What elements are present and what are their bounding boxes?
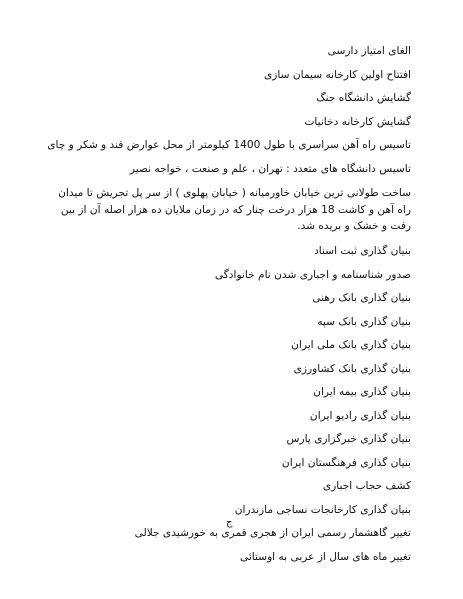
list-line: تاسیس راه آهن سراسری با طول 1400 کیلومتر از محل عوارض قند و شکر و چای [47, 139, 411, 151]
list-line: تغییر گاهشمار رسمی ایران از هجری قمری به خورشیدی جلالی [134, 527, 411, 539]
list-line: بنیان گذاری فرهنگستان ایران [281, 456, 411, 469]
list-line: صدور شناسنامه و اجباری شدن نام خانوادگی [214, 268, 411, 281]
list-line: الغای امتیاز دارسی [327, 45, 411, 57]
list-paragraph: ساخت طولانی ترین خیابان خاورمیانه ( خیابان پهلوی ) از سر پل تجریش تا میدان راه آهن و کاشت 18 هزار درخت چنار که در زمان ملایان ده هزار اصله آن از بین رفت و خشک و بریده شد. [58, 187, 411, 232]
page-number: ج [226, 517, 233, 528]
list-line: بنیان گذاری بانک رهنی [312, 292, 411, 304]
list-line: تاسیس دانشگاه های متعدد : تهران ، علم و صنعت ، خواجه نصیر [129, 162, 411, 175]
list-line: بنیان گذاری خبرگزاری پارس [286, 433, 411, 445]
list-line: تغییر ماه های سال از عربی به اوستائی [239, 550, 411, 563]
list-line: بنیان گذاری بانک سپه [317, 315, 411, 328]
list-line: بنیان گذاری بانک کشاورزی [293, 362, 411, 375]
list-line: بنیان گذاری کارخانجات نساجی مازندران [234, 503, 411, 516]
reforms-list [47, 44, 411, 573]
list-line: بنیان گذاری بیمه ایران [313, 386, 411, 398]
list-line: گشایش کارخانه دخانیات [304, 115, 411, 128]
list-line: افتتاح اولین کارخانه سیمان سازی [264, 68, 411, 81]
list-line: بنیان گذاری بانک ملی ایران [291, 339, 411, 351]
list-line: کشف حجاب اجباری [322, 480, 411, 492]
list-line: گشایش دانشگاه جنگ [316, 92, 411, 104]
list-line: بنیان گذاری رادیو ایران [309, 409, 411, 422]
list-line: بنیان گذاری ثبت اسناد [314, 245, 411, 257]
